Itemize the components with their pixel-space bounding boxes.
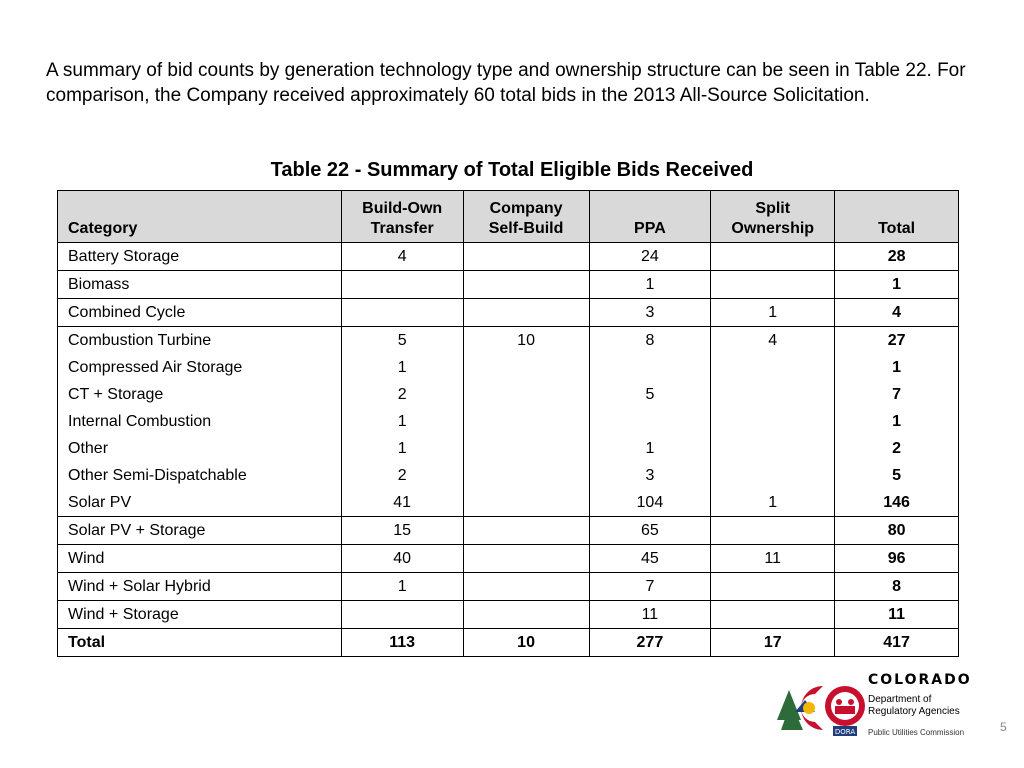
logo-title: COLORADO — [868, 672, 972, 688]
bids-table — [57, 190, 959, 657]
table-row: Other Semi-Dispatchable 2 3 5 — [58, 462, 959, 489]
logo-text-block — [868, 672, 972, 737]
table-row: CT + Storage 2 5 7 — [58, 381, 959, 408]
header-total: Total — [835, 191, 959, 243]
table-row: Wind 40 45 11 96 — [58, 545, 959, 573]
table-row: Battery Storage 4 24 28 — [58, 243, 959, 271]
table-row: Internal Combustion 1 1 — [58, 408, 959, 435]
intro-paragraph: A summary of bid counts by generation technology type and ownership structure can be seen in Table 22. For comparison, the Company received approximately 60 total bids in the 2013 All-Source Solicitation. — [46, 60, 966, 106]
header-category: Category — [58, 191, 342, 243]
table-row: Solar PV + Storage 15 65 80 — [58, 517, 959, 545]
header-build-own-transfer: Build-Own Transfer — [341, 191, 463, 243]
table-row: Other 1 1 2 — [58, 435, 959, 462]
header-split-ownership: Split Ownership — [711, 191, 835, 243]
header-ppa: PPA — [589, 191, 711, 243]
table-total-row: Total 113 10 277 17 417 — [58, 629, 959, 657]
logo-division: Public Utilities Commission — [868, 728, 965, 737]
logo-department: Department of Regulatory Agencies — [868, 694, 960, 717]
table-row: Combustion Turbine 5 10 8 4 27 — [58, 327, 959, 355]
sun-icon — [803, 702, 815, 714]
table-row: Wind + Solar Hybrid 1 7 8 — [58, 573, 959, 601]
table-row: Compressed Air Storage 1 1 — [58, 354, 959, 381]
table-row: Solar PV 41 104 1 146 — [58, 489, 959, 517]
table-row: Combined Cycle 3 1 4 — [58, 299, 959, 327]
dora-badge-text: DORA — [834, 728, 856, 736]
table-header-row — [58, 191, 959, 243]
header-company-self-build: Company Self-Build — [463, 191, 589, 243]
table-row: Wind + Storage 11 11 — [58, 601, 959, 629]
page-number: 5 — [1000, 720, 1007, 734]
colorado-c-emblem-icon — [775, 672, 870, 744]
table-caption: Table 22 - Summary of Total Eligible Bids Received — [270, 159, 754, 181]
table-row: Biomass 1 1 — [58, 271, 959, 299]
